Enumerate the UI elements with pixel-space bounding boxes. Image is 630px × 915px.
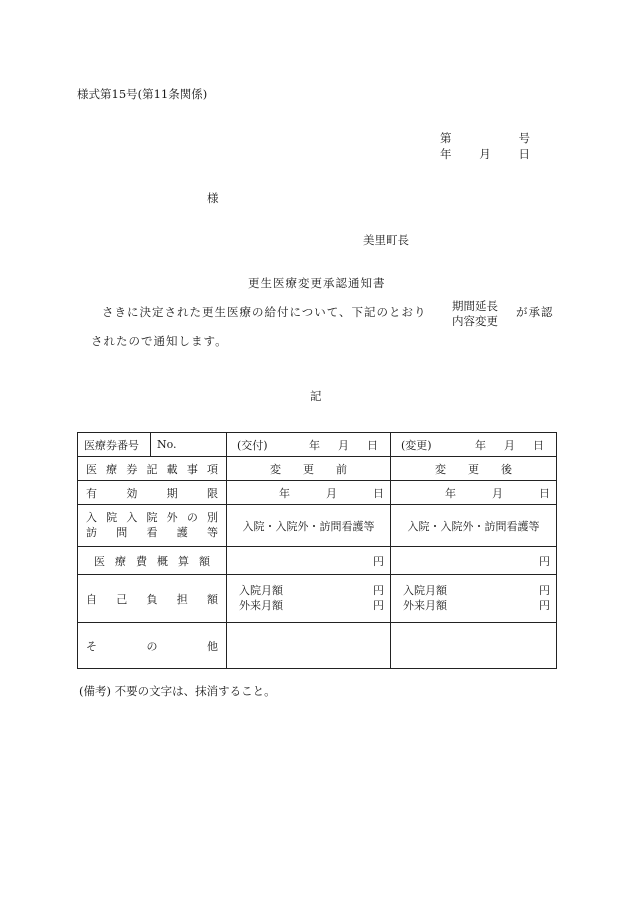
table-row-copayment: [78, 575, 557, 623]
copayment-after: 入院月額 円 外来月額 円: [391, 575, 557, 623]
table-row-care-type: [78, 505, 557, 547]
document-title: 更生医療変更承認通知書: [248, 276, 386, 290]
copayment-label: 自己負担額: [78, 575, 227, 623]
after-header: 変更後: [391, 457, 557, 481]
valid-period-before: 年 月 日: [227, 481, 391, 505]
date-day: 日: [518, 147, 530, 161]
care-type-after: 入院・入院外・訪問看護等: [391, 505, 557, 547]
issuer-name: 美里町長: [363, 233, 409, 247]
table-row-ticket-number: [78, 433, 557, 457]
other-before: [227, 623, 391, 669]
care-type-before: 入院・入院外・訪問看護等: [227, 505, 391, 547]
copayment-before: 入院月額 円 外来月額 円: [227, 575, 391, 623]
number-prefix: 第: [440, 131, 452, 145]
other-after: [391, 623, 557, 669]
estimated-cost-after: 円: [391, 547, 557, 575]
remarks-note: (備考) 不要の文字は、抹消すること。: [79, 684, 276, 698]
issue-label: (交付): [237, 438, 268, 452]
ticket-number-label: 医療券番号: [78, 433, 151, 457]
form-id: 様式第15号(第11条関係): [77, 87, 208, 101]
addressee-honorific: 様: [207, 191, 219, 205]
other-label: その他: [78, 623, 227, 669]
estimated-cost-before: 円: [227, 547, 391, 575]
table-row-estimated-cost: [78, 547, 557, 575]
body-line-2: されたので通知します。: [91, 334, 228, 348]
issue-date-cell: (交付) 年 月 日: [227, 433, 391, 457]
details-table: [77, 432, 557, 669]
date-year: 年: [440, 147, 452, 161]
body-line-1: さきに決定された更生医療の給付について、下記のとおり: [102, 305, 427, 319]
before-header: 変更前: [227, 457, 391, 481]
change-type-options: [452, 299, 498, 329]
valid-period-label: 有効期限: [78, 481, 227, 505]
option-content-change: 内容変更: [452, 313, 498, 328]
table-row-ticket-items: [78, 457, 557, 481]
change-label: (変更): [401, 438, 432, 452]
ticket-number-no: No.: [151, 433, 227, 457]
body-line-1-end: が承認: [516, 305, 554, 319]
document-date: [440, 149, 530, 161]
care-type-label: 入院入院外の別 訪問看護等: [78, 505, 227, 547]
number-suffix: 号: [518, 131, 530, 145]
ticket-items-label: 医療券記載事項: [78, 457, 227, 481]
estimated-cost-label: 医療費概算額: [78, 547, 227, 575]
table-row-valid-period: [78, 481, 557, 505]
change-date-cell: (変更) 年 月 日: [391, 433, 557, 457]
ki-heading: 記: [310, 389, 322, 403]
table-row-other: [78, 623, 557, 669]
date-month: 月: [479, 147, 491, 161]
option-period-extension: 期間延長: [452, 299, 498, 313]
valid-period-after: 年 月 日: [391, 481, 557, 505]
